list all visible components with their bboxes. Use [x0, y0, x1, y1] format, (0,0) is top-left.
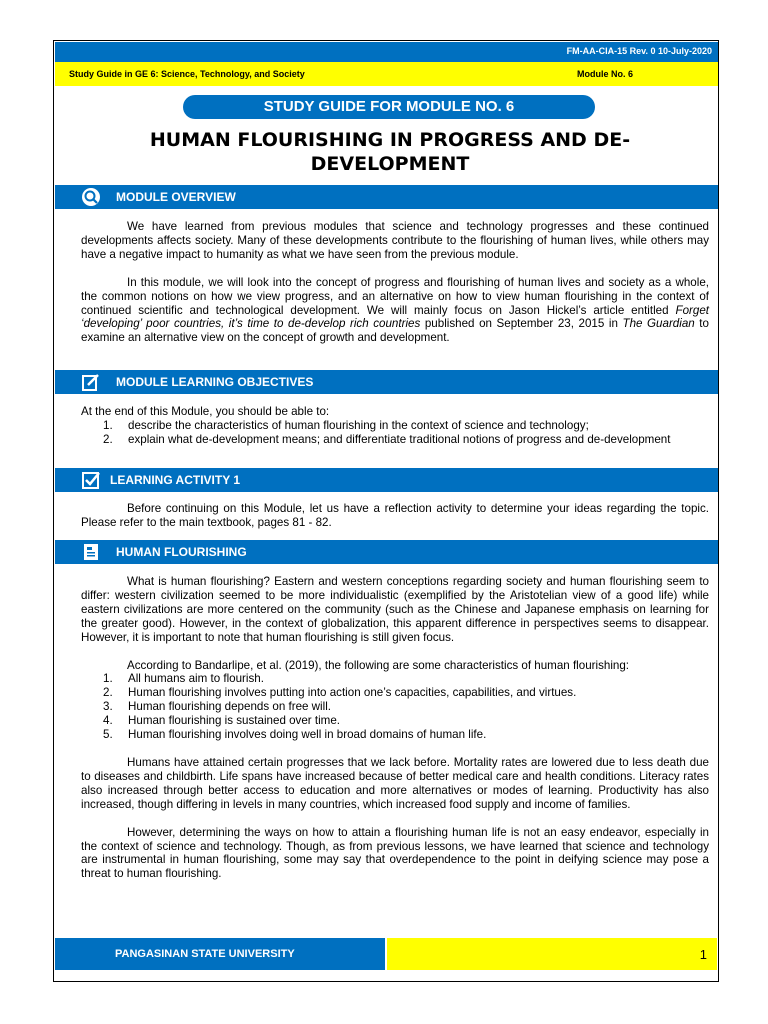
page-number: 1 — [699, 947, 707, 962]
guide-bar — [55, 62, 718, 86]
header-bar — [55, 42, 718, 62]
checkbox-icon — [81, 470, 101, 490]
overview-text — [81, 220, 709, 345]
page-title — [110, 128, 670, 176]
list-item: 4. Human flourishing is sustained over time. — [103, 714, 341, 728]
title-line-2: DEVELOPMENT — [310, 153, 470, 175]
list-item: 1. describe the characteristics of human flourishing in the context of science and technology; — [103, 418, 589, 432]
section-header-objectives — [55, 370, 718, 394]
overview-paragraph-2: In this module, we will look into the concept of progress and flourishing of human lives and society as a whole, the common notions on how we view progress, and an alternative on how to view human flourishing in the context of continued scientific and technological development. We will mainly focus on Jason Hickel’s article entitled Forget ‘developing’ poor countries, it’s time to de-develop rich countries published on September 23, 2015 in The Guardian to examine an alternative view on the concept of growth and development. — [81, 275, 709, 345]
section-header-overview — [55, 185, 718, 209]
section-label: MODULE OVERVIEW — [116, 190, 236, 204]
footer-page-bar — [387, 938, 717, 970]
section-header-activity — [55, 468, 718, 492]
characteristics-list — [81, 672, 709, 742]
flourishing-paragraph-4: However, determining the ways on how to attain a flourishing human life is not an easy endeavor, especially in the context of science and technology. Though, as from previous lessons, we have learned that science and technology are instrumental in human flourishing, some may say that overdependence to the point in deifying science may pose a threat to human flourishing. — [81, 825, 709, 881]
form-code: FM-AA-CIA-15 Rev. 0 10-July-2020 — [566, 46, 712, 56]
section-header-flourishing — [55, 540, 718, 564]
title-line-1: HUMAN FLOURISHING IN PROGRESS AND DE- — [149, 129, 631, 151]
flourishing-text — [81, 575, 709, 881]
activity-paragraph: Before continuing on this Module, let us have a reflection activity to determine your ideas regarding the topic. Please refer to the main textbook, pages 81 - 82. — [81, 502, 709, 529]
list-item: 2. explain what de-development means; and differentiate traditional notions of progress and de-development — [103, 432, 671, 446]
edit-icon — [81, 372, 101, 392]
flourishing-paragraph-2: According to Bandarlipe, et al. (2019), the following are some characteristics of human flourishing: — [127, 658, 630, 672]
objectives-text — [81, 405, 709, 447]
module-number: Module No. 6 — [577, 69, 633, 79]
book-icon — [81, 542, 101, 562]
list-item: 1. All humans aim to flourish. — [103, 672, 264, 686]
guide-title: Study Guide in GE 6: Science, Technology, and Society — [69, 69, 305, 79]
section-label: MODULE LEARNING OBJECTIVES — [116, 375, 314, 389]
flourishing-paragraph-1: What is human flourishing? Eastern and western conceptions regarding society and human flourishing seem to differ: western civilization seemed to be more individualistic (exemplified by the Aristotelian view of a good life) while eastern civilizations are more centered on the community (such as the Chinese and Japanese emphasis on learning for the greater good). However, in the context of globalization, this apparent difference in perspectives seems to disappear. However, it is important to note that human flourishing is still given focus. — [81, 575, 709, 644]
list-item: 3. Human flourishing depends on free will. — [103, 700, 332, 714]
section-label: LEARNING ACTIVITY 1 — [110, 473, 241, 487]
study-guide-banner: STUDY GUIDE FOR MODULE NO. 6 — [183, 95, 595, 119]
flourishing-paragraph-3: Humans have attained certain progresses that we lack before. Mortality rates are lowered due to less death due to diseases and childbirth. Life spans have increased because of better medical care and health conditions. Literacy rates also increased through better access to education and more alternatives or modes of learning. Productivity has also increased, though differing in levels in many countries, which increased food supply and income of families. — [81, 755, 709, 811]
search-icon — [81, 187, 101, 207]
university-name: PANGASINAN STATE UNIVERSITY — [115, 948, 295, 960]
overview-paragraph-1: We have learned from previous modules that science and technology progresses and these continued developments affects society. Many of these developments contribute to the flourishing of human lives, while others may have a negative impact to humanity as what we have seen from the previous module. — [81, 220, 709, 261]
list-item: 2. Human flourishing involves putting into action one’s capacities, capabilities, and virtues. — [103, 686, 577, 700]
activity-text — [81, 502, 709, 530]
section-label: HUMAN FLOURISHING — [116, 545, 247, 559]
footer-university-bar — [55, 938, 385, 970]
list-item: 5. Human flourishing involves doing well in broad domains of human life. — [103, 728, 487, 742]
objectives-list — [81, 419, 709, 447]
objectives-intro: At the end of this Module, you should be able to: — [81, 405, 330, 418]
